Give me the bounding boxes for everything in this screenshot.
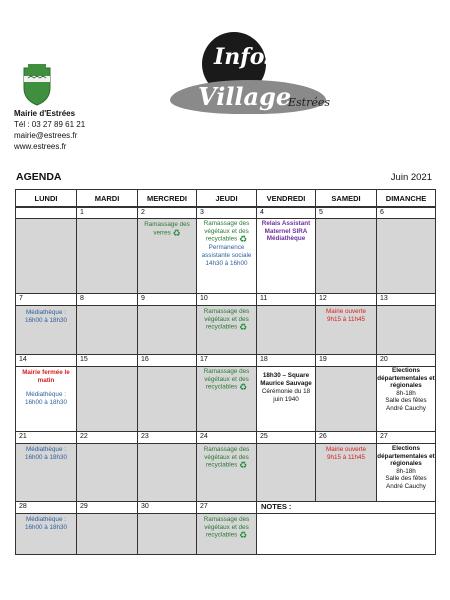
- notes-area[interactable]: [256, 513, 436, 555]
- day-number: 14: [15, 354, 77, 367]
- event-ramassage-vegetaux: Ramassage des végétaux et des recyclables: [203, 446, 250, 469]
- day-number: 26: [315, 431, 377, 444]
- day-cell: [256, 218, 316, 294]
- agenda-month: Juin 2021: [390, 172, 432, 183]
- day-number: 15: [76, 354, 138, 367]
- recycle-icon: ♻: [172, 227, 181, 238]
- day-number: 17: [196, 354, 257, 367]
- event-mediatheque-hours: 16h00 à 18h30: [24, 398, 68, 406]
- day-number: 27: [376, 431, 436, 444]
- coat-of-arms-icon: [22, 64, 52, 106]
- day-cell: [256, 443, 316, 502]
- day-number: 16: [137, 354, 197, 367]
- day-cell: [315, 218, 377, 294]
- event-elections-hours: 8h-18h: [396, 467, 416, 475]
- day-number: 27: [196, 501, 257, 514]
- event-elections-place: Salle des fêtes André Cauchy: [385, 475, 427, 490]
- day-cell: [137, 218, 197, 294]
- day-cell: [15, 443, 77, 502]
- day-cell: [15, 366, 77, 432]
- event-square-time: 18h30 – Square Maurice Sauvage: [260, 372, 312, 387]
- day-cell: [137, 513, 197, 555]
- day-cell: [137, 366, 197, 432]
- day-header-mercredi: MERCREDI: [137, 189, 197, 207]
- day-number: 25: [256, 431, 316, 444]
- day-header-jeudi: JEUDI: [196, 189, 257, 207]
- day-number: 23: [137, 431, 197, 444]
- recycle-icon: ♻: [239, 460, 248, 471]
- day-header-dimanche: DIMANCHE: [376, 189, 436, 207]
- day-number: 20: [376, 354, 436, 367]
- day-cell: [15, 513, 77, 555]
- day-cell: [376, 443, 436, 502]
- notes-label: NOTES :: [256, 501, 436, 514]
- day-number: 22: [76, 431, 138, 444]
- logo-estrees-text: Estrées: [288, 96, 331, 109]
- event-elections-title: Elections départementales et régionales: [377, 367, 435, 390]
- event-mairie-fermee: Mairie fermée le matin: [22, 369, 70, 384]
- recycle-icon: ♻: [239, 234, 248, 245]
- event-mediatheque-hours: 16h00 à 18h30: [24, 453, 68, 461]
- recycle-icon: ♻: [239, 382, 248, 393]
- day-number: 4: [256, 207, 316, 219]
- calendar-grid: [15, 189, 436, 555]
- day-cell: [15, 305, 77, 355]
- day-cell: [315, 366, 377, 432]
- event-mairie-ouverte-hours: 9h15 à 11h45: [326, 315, 366, 323]
- day-number: 2: [137, 207, 197, 219]
- day-number: 7: [15, 293, 77, 306]
- logo-infos-text: Infos: [214, 44, 277, 70]
- event-mediatheque-hours: 16h00 à 18h30: [24, 316, 68, 324]
- event-mediatheque-title: Médiathèque :: [26, 309, 66, 316]
- day-cell: [137, 443, 197, 502]
- event-relais-assistant: Relais Assistant Maternel SIRA Médiathèque: [261, 220, 311, 243]
- day-cell: [196, 443, 257, 502]
- day-number: 3: [196, 207, 257, 219]
- day-cell: [315, 305, 377, 355]
- infos-village-logo: [168, 32, 340, 122]
- day-cell: [256, 305, 316, 355]
- mairie-contact: [14, 108, 85, 152]
- day-cell: [196, 305, 257, 355]
- event-elections-title: Elections départementales et régionales: [377, 445, 435, 468]
- day-cell: [315, 443, 377, 502]
- day-cell: [256, 366, 316, 432]
- day-header-mardi: MARDI: [76, 189, 138, 207]
- day-number: 30: [137, 501, 197, 514]
- day-number: 13: [376, 293, 436, 306]
- day-cell: [76, 305, 138, 355]
- mairie-name: Mairie d'Estrées: [14, 109, 76, 118]
- day-number: 24: [196, 431, 257, 444]
- day-number: 12: [315, 293, 377, 306]
- day-number: 1: [76, 207, 138, 219]
- event-elections-hours: 8h-18h: [396, 389, 416, 397]
- recycle-icon: ♻: [239, 530, 248, 541]
- day-cell: [76, 513, 138, 555]
- day-number: 29: [76, 501, 138, 514]
- day-number: 21: [15, 431, 77, 444]
- day-number: 11: [256, 293, 316, 306]
- event-ramassage-vegetaux: Ramassage des végétaux et des recyclables: [203, 220, 250, 243]
- event-mediatheque-hours: 16h00 à 18h30: [24, 523, 68, 531]
- event-mairie-ouverte-hours: 9h15 à 11h45: [326, 453, 366, 461]
- mairie-phone: Tél : 03 27 89 61 21: [14, 120, 86, 129]
- event-ceremony: Cérémonie du 18 juin 1940: [261, 388, 311, 403]
- event-mediatheque-title: Médiathèque :: [26, 391, 66, 399]
- day-cell: [376, 305, 436, 355]
- event-permanence: Permanence assistante sociale 14h30 à 16h00: [201, 244, 252, 267]
- event-elections-place: Salle des fêtes André Cauchy: [385, 397, 427, 412]
- day-cell: [15, 218, 77, 294]
- event-ramassage-vegetaux: Ramassage des végétaux et des recyclables: [203, 516, 250, 539]
- event-mairie-ouverte: Mairie ouverte: [326, 308, 366, 315]
- day-header-vendredi: VENDREDI: [256, 189, 316, 207]
- event-mediatheque-title: Médiathèque :: [26, 516, 66, 523]
- event-ramassage-verres: Ramassage des verres: [144, 221, 190, 237]
- recycle-icon: ♻: [239, 322, 248, 333]
- day-cell: [76, 218, 138, 294]
- day-cell: [137, 305, 197, 355]
- logo-village-text: Village: [198, 82, 292, 111]
- day-cell: [196, 218, 257, 294]
- event-mediatheque-title: Médiathèque :: [26, 446, 66, 453]
- day-cell: [376, 366, 436, 432]
- day-cell: [196, 513, 257, 555]
- event-mairie-ouverte: Mairie ouverte: [326, 446, 366, 453]
- day-number: 28: [15, 501, 77, 514]
- agenda-title: AGENDA: [16, 171, 62, 183]
- day-number: 9: [137, 293, 197, 306]
- day-header-samedi: SAMEDI: [315, 189, 377, 207]
- event-ramassage-vegetaux: Ramassage des végétaux et des recyclables: [203, 308, 250, 331]
- day-number: 19: [315, 354, 377, 367]
- day-number: 5: [315, 207, 377, 219]
- day-cell: [76, 443, 138, 502]
- day-number: 18: [256, 354, 316, 367]
- day-number: 10: [196, 293, 257, 306]
- day-cell: [196, 366, 257, 432]
- event-ramassage-vegetaux: Ramassage des végétaux et des recyclables: [203, 368, 250, 391]
- mairie-website[interactable]: www.estrees.fr: [14, 142, 67, 151]
- day-number: 8: [76, 293, 138, 306]
- day-cell: [376, 218, 436, 294]
- day-header-lundi: LUNDI: [15, 189, 77, 207]
- day-cell: [76, 366, 138, 432]
- mairie-email[interactable]: mairie@estrees.fr: [14, 131, 78, 140]
- day-number: 6: [376, 207, 436, 219]
